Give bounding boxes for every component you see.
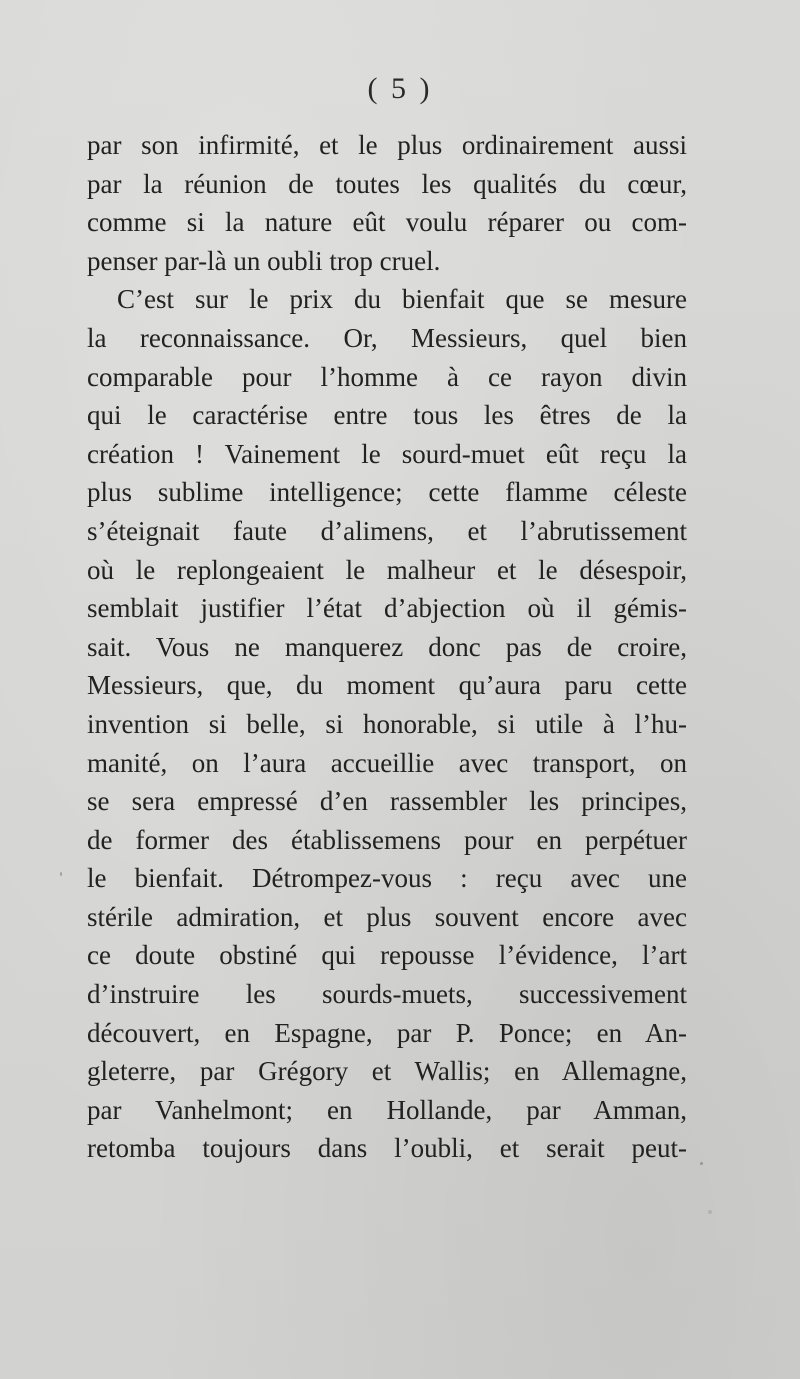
text-line: retomba toujours dans l’oubli, et serait peut- (87, 1133, 687, 1164)
body-text (87, 126, 687, 1168)
text-line: le bienfait. Détrompez-vous : reçu avec une (87, 863, 687, 894)
text-line: découvert, en Espagne, par P. Ponce; en An- (87, 1017, 687, 1048)
paper-speck (708, 1210, 712, 1214)
text-line: de former des établissemens pour en perpétuer (87, 824, 687, 855)
text-line: où le replongeaient le malheur et le désespoir, (87, 554, 687, 585)
text-line: sait. Vous ne manquerez donc pas de croire, (87, 631, 687, 662)
text-line: création ! Vainement le sourd-muet eût reçu la (87, 438, 687, 469)
text-line: d’instruire les sourds-muets, successivement (87, 979, 687, 1010)
text-line: ce doute obstiné qui repousse l’évidence, l’art (87, 940, 687, 971)
text-line: par son infirmité, et le plus ordinairement aussi (87, 130, 687, 160)
text-line: Messieurs, que, du moment qu’aura paru cette (87, 670, 687, 701)
text-line: penser par-là un oubli trop cruel. (87, 245, 441, 276)
text-line: se sera empressé d’en rassembler les principes, (87, 786, 687, 817)
text-line: par Vanhelmont; en Hollande, par Amman, (87, 1094, 687, 1125)
text-line: gleterre, par Grégory et Wallis; en Allemagne, (87, 1056, 687, 1087)
paper-speck (700, 1162, 703, 1165)
paper-speck (60, 872, 62, 876)
text-line: C’est sur le prix du bienfait que se mesure (117, 284, 687, 315)
text-line: la reconnaissance. Or, Messieurs, quel bien (87, 322, 687, 353)
text-line: par la réunion de toutes les qualités du cœur, (87, 168, 687, 199)
text-line: semblait justifier l’état d’abjection où il gémis- (87, 593, 687, 624)
text-line: stérile admiration, et plus souvent encore avec (87, 901, 687, 932)
text-line: manité, on l’aura accueillie avec transport, on (87, 747, 687, 778)
text-line: invention si belle, si honorable, si utile à l’hu- (87, 708, 687, 739)
text-line: s’éteignait faute d’alimens, et l’abrutissement (87, 515, 687, 546)
text-line: qui le caractérise entre tous les êtres de la (87, 400, 687, 431)
text-line: comme si la nature eût voulu réparer ou com- (87, 207, 687, 238)
text-line: plus sublime intelligence; cette flamme céleste (87, 477, 687, 508)
text-line: comparable pour l’homme à ce rayon divin (87, 361, 687, 392)
page-number: ( 5 ) (367, 72, 433, 105)
